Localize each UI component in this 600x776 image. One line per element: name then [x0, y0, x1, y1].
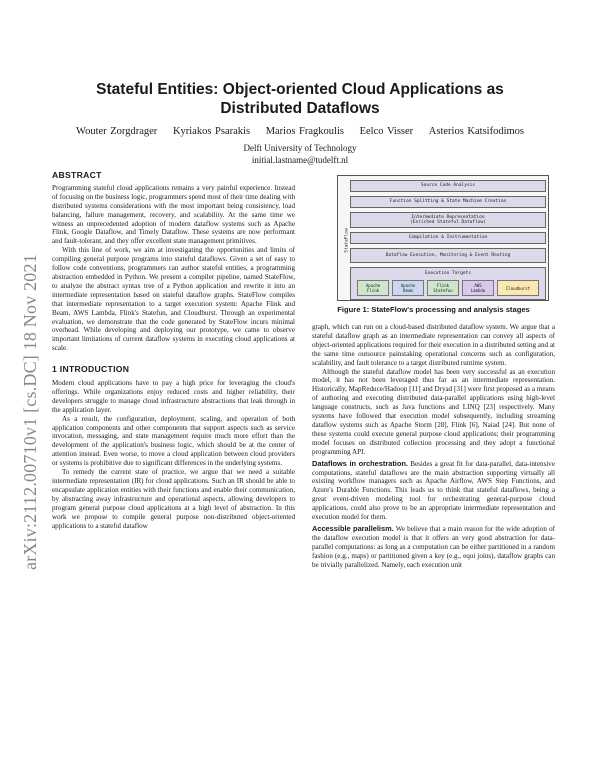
stateflow-figure: [337, 175, 549, 301]
affiliation-block: [40, 142, 560, 166]
affiliation: Delft University of Technology: [243, 143, 357, 153]
target-aws-lambda: AWS Lambda: [462, 280, 494, 296]
author: Asterios Katsifodimos: [428, 126, 524, 137]
target-cloudburst: Cloudburst: [497, 280, 539, 296]
author: Wouter Zorgdrager: [76, 126, 158, 137]
right-column: [312, 323, 555, 569]
execution-targets-label: Execution Targets: [424, 271, 472, 276]
body-paragraph: Although the stateful dataflow model has been very successful as an execution model, it has not been leveraged thus far as an intermediate representation. Historically, MapReduce/Hadoop [11] and Dryad [31] were first proposed as a means of authoring and executing distributed data-parallel applications using high-level language constructs, such as Java functions and LINQ [23] respectively. Many systems have followed that execution model subsequently, including streaming dataflow systems such as Apache Storm [28], Flink [6], Naiad [24]. But none of these systems could execute general purpose cloud applications; their programming model focuses on distributed collection processing and they adopt a functional programming API.: [312, 367, 555, 456]
intro-paragraph: To remedy the current state of practice, we argue that we need a suitable intermediate representation (IR) for cloud applications. Such an IR should be able to encapsulate application entities with their functions and enable their communication, by abstracting away infrastructure and operational aspects, allowing developers to program general purpose cloud applications at a high level of abstraction. In this work we propose to compile general purpose non-distributed object-oriented applications to a stateful dataflow: [52, 468, 295, 530]
body-paragraph: graph, which can run on a cloud-based distributed dataflow system. We argue that a stateful dataflow graph as an intermediate representation can convey all aspects of object-oriented applications required for their execution in a distributed setting and at the same time outsource painstaking operational concerns such as configuration, scalability, and fault tolerance to a target distributed runtime system.: [312, 323, 555, 367]
body-paragraph: [312, 460, 555, 522]
abstract-paragraph: With this line of work, we aim at investigating the opportunities and limits of compiling general purpose programs into stateful dataflows. Given a set of easy to follow code conventions, programmers can author stateful entities, a programming abstraction embedded in Python. We present a compiler pipeline, named StateFlow, to analyze the abstract syntax tree of a Python application and rewrite it into an intermediate representation based on stateful dataflow graphs. StateFlow compiles that intermediate representation to a target execution system: Apache Flink and Beam, AWS Lambda, Flink's Statefun, and Cloudburst. Through an experimental evaluation, we demonstrate that the code generated by StateFlow incurs minimal overhead. While developing and deploying our prototype, we came to observe important limitations of current dataflow systems in executing cloud applications at scale.: [52, 246, 295, 353]
figure-layer: Intermediate Representation (Enriched Stateful Dataflow): [350, 212, 546, 228]
figure-layer: Source Code Analysis: [350, 180, 546, 192]
figure-layer: Compilation & Instrumentation: [350, 232, 546, 244]
target-flink-statefun: Flink Statefun: [427, 280, 459, 296]
intro-paragraph: As a result, the configuration, deployment, scaling, and operation of both application components and other components that support aspects such as service invocation, messaging, and state management require much more effort than the development of the application's business logic, which should be at the center of attention instead. Even worse, to move a cloud application between cloud providers or systems is prohibitive due to significant differences in the underlying systems.: [52, 414, 295, 468]
left-column: [52, 171, 295, 530]
author: Eelco Visser: [359, 126, 414, 137]
arxiv-identifier: arXiv:2112.00710v1 [cs.DC] 18 Nov 2021: [20, 254, 40, 570]
abstract-paragraph: Programming stateful cloud applications remains a very painful experience. Instead of focusing on the business logic, programmers spend most of their time dealing with distributed systems considerations with the most important being consistency, load balancing, failure management, recovery, and scalability. At the same time we witness an unprecedented adoption of modern dataflow systems such as Apache Flink, Google Dataflow, and Timely Dataflow. These systems are now performant and fault-tolerant, and they offer excellent state management primitives.: [52, 183, 295, 246]
figure-layer: Dataflow Execution, Monitoring & Event Routing: [350, 248, 546, 263]
run-in-heading: Dataflows in orchestration.: [312, 458, 408, 468]
abstract-heading: ABSTRACT: [52, 170, 102, 180]
body-paragraph: [312, 525, 555, 570]
email: initial.lastname@tudelft.nl: [251, 155, 349, 165]
figure-layer: Function Splitting & State Machine Creation: [350, 196, 546, 208]
execution-targets-box: [350, 267, 546, 300]
run-in-heading: Accessible parallelism.: [312, 523, 394, 533]
author: Kyriakos Psarakis: [172, 126, 251, 137]
target-apache-beam: Apache Beam: [392, 280, 424, 296]
stateflow-side-label: StateFlow: [344, 228, 350, 253]
paragraph-text: We believe that a main reason for the wide adoption of the dataflow execution model is that it offers an very good abstraction for data-parallel computations: as long as a computation can be either partitioned in a random fashion (e.g., maps) or partitioned given a key (e.g., equi joins), dataflow graphs can be trivially parallelized. Namely, each execution unit: [312, 524, 555, 569]
figure-caption: Figure 1: StateFlow's processing and analysis stages: [337, 305, 530, 314]
paragraph-text: Besides a great fit for data-parallel, data-intensive computations, stateful dataflows are the main abstraction supporting virtually all existing workflow managers such as Apache Airflow, AWS Step Functions, and Azure's Durable Functions. This leads us to think that stateful dataflows, being a great event-driven modeling tool for orchestrating general-purpose cloud applications, could also prove to be an appropriate intermediate representation and execution model for them.: [312, 459, 555, 522]
paper-title: Stateful Entities: Object-oriented Cloud Applications as Distributed Dataflows: [96, 81, 504, 117]
author-list: [40, 126, 560, 137]
intro-paragraph: Modern cloud applications have to pay a high price for leveraging the cloud's offerings. While organizations enjoy reduced costs and higher reliability, their developers struggle to manage cloud infrastructure abstractions that leak through in the application layer.: [52, 379, 295, 414]
section-heading: 1 INTRODUCTION: [52, 364, 130, 375]
author: Marios Fragkoulis: [265, 126, 344, 137]
target-apache-flink: Apache Flink: [357, 280, 389, 296]
